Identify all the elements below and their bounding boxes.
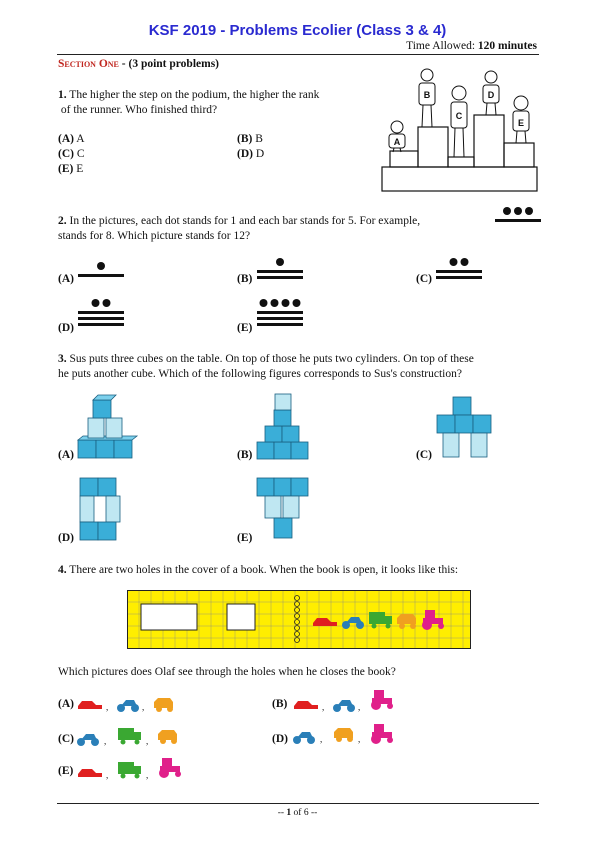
dot-mark	[293, 299, 301, 307]
q3-option-c-figure[interactable]	[435, 395, 495, 461]
q1-option-a[interactable]: (A) A	[58, 133, 85, 145]
q3-option-d-label[interactable]: (D)	[58, 532, 74, 544]
q4-number: 4.	[58, 564, 67, 576]
svg-text:,: ,	[358, 702, 361, 712]
q3-option-b-label[interactable]: (B)	[237, 449, 253, 461]
q4-line1: There are two holes in the cover of a book. When the book is open, it looks like this:	[69, 564, 459, 576]
svg-text:,: ,	[146, 770, 149, 780]
q4-option-b-figure[interactable]	[292, 686, 422, 712]
section-suffix: - (3 point problems)	[121, 58, 220, 70]
q1-option-c[interactable]: (C) C	[58, 148, 85, 160]
svg-text:,: ,	[104, 736, 107, 746]
runner-label-b: B	[423, 90, 431, 100]
header-divider	[57, 54, 539, 55]
truck-icon	[118, 762, 141, 779]
page-number: -- 1 of 6 --	[277, 808, 318, 818]
time-allowed	[406, 40, 537, 52]
section-name: Section One	[58, 58, 119, 70]
q4-option-c-figure[interactable]	[76, 722, 206, 748]
q2-option-b-figure[interactable]	[255, 256, 305, 286]
q1-text	[58, 88, 319, 118]
q2-option-c-label[interactable]: (C)	[416, 273, 432, 285]
q2-number: 2.	[58, 215, 67, 227]
svg-text:,: ,	[358, 734, 361, 744]
dot-mark	[103, 299, 111, 307]
motorbike-icon	[77, 734, 99, 746]
dot-mark	[92, 299, 100, 307]
dot-mark	[260, 299, 268, 307]
svg-text:,: ,	[106, 702, 109, 712]
bar-mark	[257, 311, 303, 314]
runner-label-c: C	[455, 111, 463, 121]
podium-base	[382, 167, 537, 191]
q3-number: 3.	[58, 353, 67, 365]
q3-option-a-label[interactable]: (A)	[58, 449, 74, 461]
svg-text:,: ,	[106, 770, 109, 780]
bar-mark	[257, 323, 303, 326]
dot-mark	[97, 262, 105, 270]
q3-option-b-figure[interactable]	[255, 390, 315, 462]
q2-option-d-label[interactable]: (D)	[58, 322, 74, 334]
bar-mark	[495, 219, 541, 222]
car-icon	[78, 701, 102, 709]
q2-option-a-figure[interactable]	[76, 260, 126, 290]
runner-label-a: A	[393, 137, 401, 147]
q4-option-b-label[interactable]: (B)	[272, 698, 288, 710]
q1-option-e[interactable]: (E) E	[58, 163, 84, 175]
q4-option-d-figure[interactable]	[292, 720, 422, 746]
svg-text:,: ,	[322, 702, 325, 712]
motorbike-icon	[117, 700, 139, 712]
q3-option-e-figure[interactable]	[255, 474, 315, 544]
q4-option-c-label[interactable]: (C)	[58, 733, 74, 745]
dot-mark	[461, 258, 469, 266]
jeep-icon	[334, 728, 353, 742]
q2-option-e-figure[interactable]	[255, 297, 305, 333]
footer-divider	[57, 803, 539, 804]
q1-line2: of the runner. Who finished third?	[60, 104, 218, 116]
open-book-figure	[127, 590, 471, 650]
bar-mark	[436, 276, 482, 279]
motorbike-icon	[333, 700, 355, 712]
truck-icon	[118, 728, 141, 745]
q4-option-e-figure[interactable]	[76, 754, 206, 780]
q3-option-e-label[interactable]: (E)	[237, 532, 253, 544]
dot-mark	[282, 299, 290, 307]
q2-line2: stands for 8. Which picture stands for 12?	[58, 230, 251, 242]
q3-option-d-figure[interactable]	[76, 474, 136, 544]
q3-option-c-label[interactable]: (C)	[416, 449, 432, 461]
q1-option-b[interactable]: (B) B	[237, 133, 263, 145]
q3-option-a-figure[interactable]	[76, 392, 136, 462]
q2-option-d-figure[interactable]	[76, 297, 126, 333]
bar-mark	[436, 270, 482, 273]
q3-line1: Sus puts three cubes on the table. On top of those he puts two cylinders. On top of these	[69, 353, 474, 365]
dot-mark	[450, 258, 458, 266]
tractor-icon	[371, 724, 393, 744]
motorbike-icon	[293, 732, 315, 744]
bar-mark	[257, 317, 303, 320]
q4-option-e-label[interactable]: (E)	[58, 765, 74, 777]
q4-question: Which pictures does Olaf see through the holes when he closes the book?	[58, 666, 396, 678]
dot-mark	[525, 207, 533, 215]
q2-example-figure	[493, 205, 537, 229]
q4-option-d-label[interactable]: (D)	[272, 733, 288, 745]
podium-figure	[380, 65, 540, 195]
q3-line2: he puts another cube. Which of the following figures corresponds to Sus's construction?	[58, 368, 462, 380]
q2-option-c-figure[interactable]	[434, 256, 484, 286]
q2-option-e-label[interactable]: (E)	[237, 322, 253, 334]
runner-label-e: E	[517, 118, 525, 128]
bar-mark	[257, 270, 303, 273]
time-value: 120 minutes	[477, 40, 537, 52]
q4-option-a-figure[interactable]	[76, 690, 206, 716]
q2-option-b-label[interactable]: (B)	[237, 273, 253, 285]
q3-text	[58, 352, 474, 382]
q1-line1: The higher the step on the podium, the higher the rank	[69, 89, 320, 101]
dot-mark	[514, 207, 522, 215]
bar-mark	[78, 317, 124, 320]
q4-option-a-label[interactable]: (A)	[58, 698, 74, 710]
q1-number: 1.	[58, 89, 67, 101]
bar-mark	[78, 274, 124, 277]
bar-mark	[78, 323, 124, 326]
page-title: KSF 2019 - Problems Ecolier (Class 3 & 4)	[148, 22, 447, 39]
dot-mark	[276, 258, 284, 266]
bar-mark	[257, 276, 303, 279]
q2-line1: In the pictures, each dot stands for 1 and each bar stands for 5. For example,	[69, 215, 421, 227]
section-heading	[58, 58, 219, 70]
svg-text:,: ,	[146, 736, 149, 746]
svg-text:,: ,	[320, 734, 323, 744]
dot-mark	[271, 299, 279, 307]
q2-text	[58, 214, 420, 244]
svg-text:,: ,	[142, 702, 145, 712]
tractor-icon	[371, 690, 393, 710]
runner-label-d: D	[487, 90, 495, 100]
tractor-icon	[159, 758, 181, 778]
car-icon	[78, 769, 102, 777]
car-icon	[294, 701, 318, 709]
bar-mark	[78, 311, 124, 314]
jeep-icon	[158, 730, 177, 744]
time-label: Time Allowed:	[406, 40, 476, 52]
q1-option-d[interactable]: (D) D	[237, 148, 265, 160]
dot-mark	[503, 207, 511, 215]
q2-option-a-label[interactable]: (A)	[58, 273, 74, 285]
q4-text	[58, 563, 458, 578]
jeep-icon	[154, 698, 173, 712]
